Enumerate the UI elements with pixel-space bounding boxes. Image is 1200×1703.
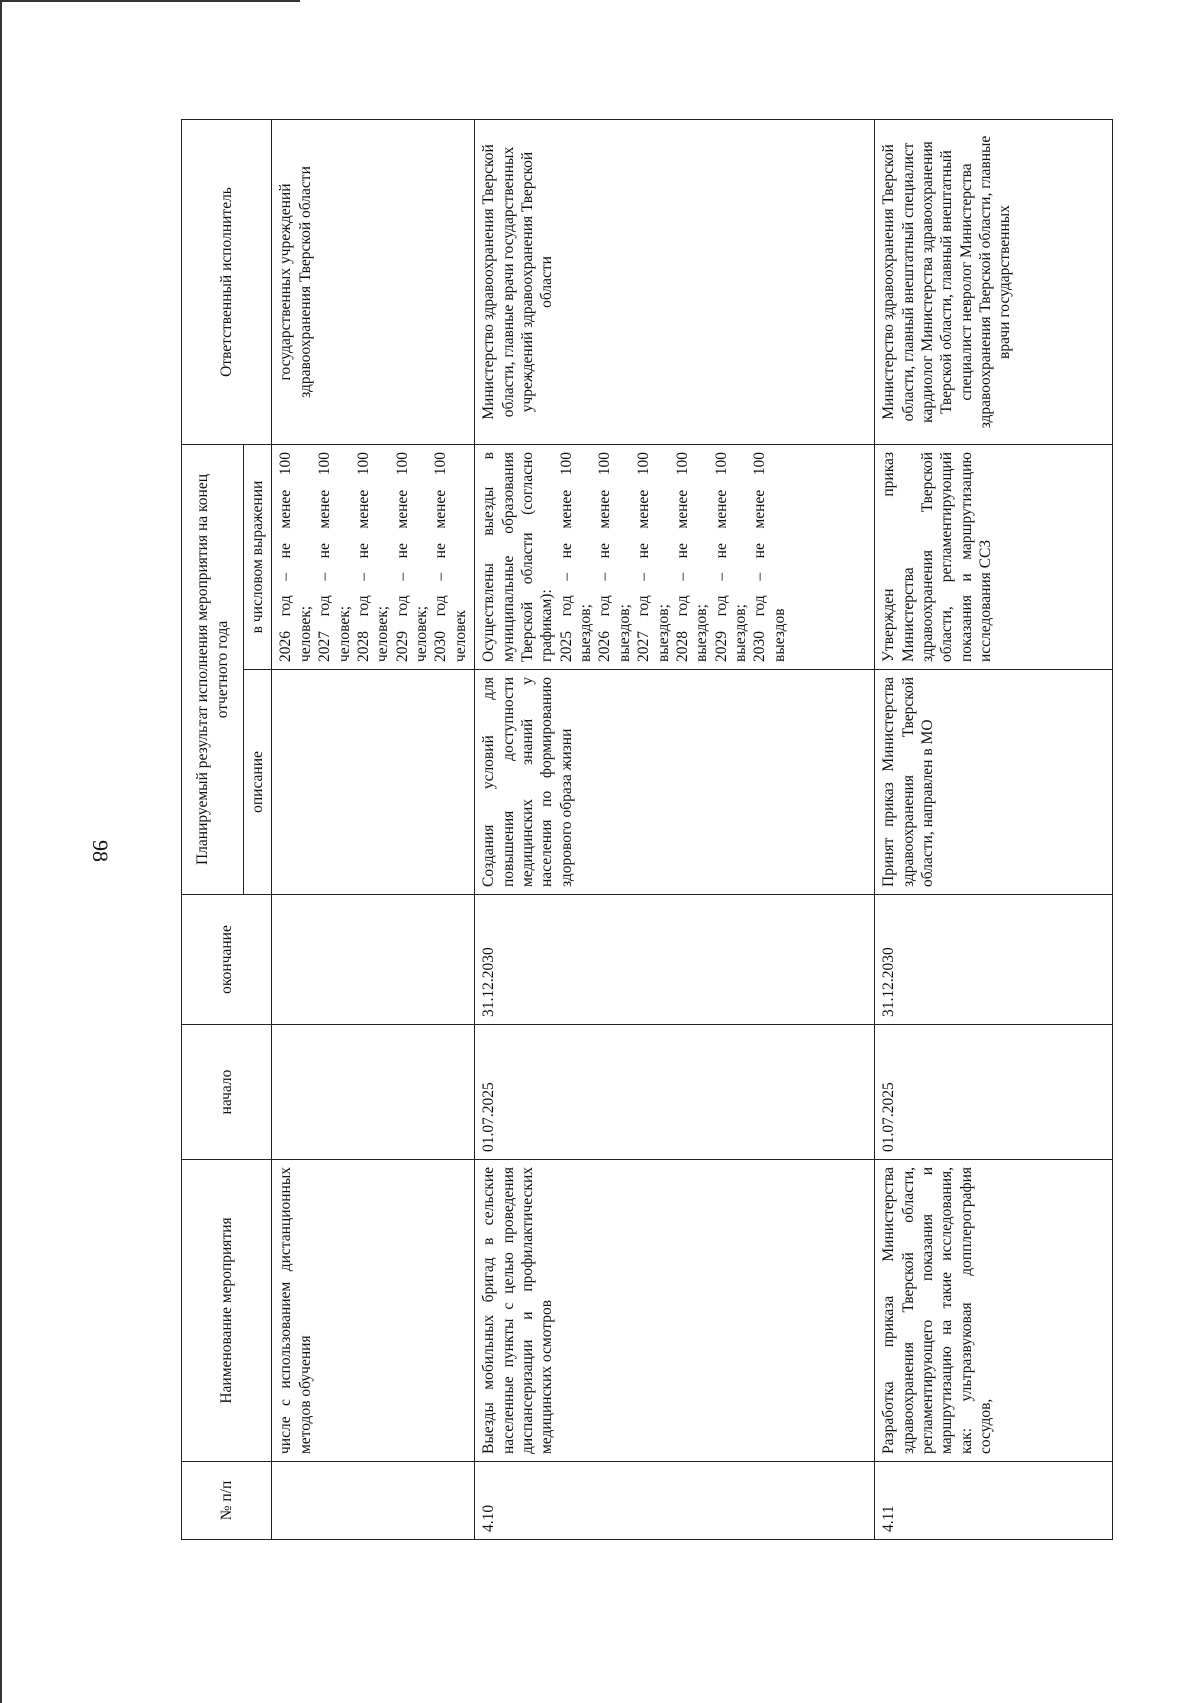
- table-row: [875, 120, 1113, 1540]
- row-start: [272, 1025, 475, 1160]
- row-numeric: [475, 445, 875, 670]
- left-edge-line: [0, 0, 2, 1703]
- row-start: 01.07.2025: [875, 1025, 1113, 1160]
- numeric-line: Осуществлены выезды в муниципальные образования Тверской области (согласно графикам):: [480, 452, 556, 662]
- header-description: описание: [244, 670, 272, 895]
- numeric-line: 2029 год – не менее 100 выездов;: [712, 452, 749, 662]
- header-name: Наименование мероприятия: [182, 1160, 272, 1462]
- numeric-line: 2027 год – не менее 100 человек;: [316, 452, 353, 662]
- numeric-line: 2028 год – не менее 100 человек;: [354, 452, 392, 662]
- numeric-line: 2030 год – не менее 100 человек: [432, 452, 469, 662]
- header-result: Планируемый результат исполнения мероприятия на конец отчетного года: [182, 445, 244, 895]
- row-description: Принят приказ Министерства здравоохранения Тверской области, направлен в МО: [875, 670, 1113, 895]
- row-num: [272, 1462, 475, 1540]
- row-responsible: Министерство здравоохранения Тверской области, главный внештатный специалист кардиолог Министерства здравоохранения Тверской области, главный внештатный специалист невролог Министерства здравоохранения Тверской области, главные врачи государственных: [875, 120, 1113, 445]
- row-name: Выезды мобильных бригад в сельские населенные пункты с целью проведения диспансеризации и профилактических медицинских осмотров: [475, 1160, 875, 1462]
- header-end: окончание: [182, 895, 272, 1025]
- row-start: 01.07.2025: [475, 1025, 875, 1160]
- activities-table: [181, 119, 1113, 1540]
- row-responsible: Министерство здравоохранения Тверской области, главные врачи государственных учреждений здравоохранения Тверской области: [475, 120, 875, 445]
- row-numeric: [875, 445, 1113, 670]
- row-description: Создания условий для повышения доступности медицинских знаний у населения по формированию здорового образа жизни: [475, 670, 875, 895]
- numeric-line: Утвержден приказ Министерства здравоохранения Тверской области, регламентирующий показания и маршрутизацию исследования ССЗ: [880, 452, 994, 662]
- header-row-1: [182, 120, 244, 1540]
- row-num: 4.10: [475, 1462, 875, 1540]
- row-description: [272, 670, 475, 895]
- top-edge-line: [0, 0, 300, 2]
- header-num: № п/п: [182, 1462, 272, 1540]
- row-end: [272, 895, 475, 1025]
- numeric-line: 2028 год – не менее 100 выездов;: [673, 452, 711, 662]
- row-end: 31.12.2030: [475, 895, 875, 1025]
- row-name: Разработка приказа Министерства здравоохранения Тверской области, регламентирующего показания и маршрутизацию на такие исследования, как: ультразвуковая допплерография сосудов,: [875, 1160, 1113, 1462]
- table-row: [272, 120, 475, 1540]
- page-number: 98: [88, 840, 113, 862]
- row-end: 31.12.2030: [875, 895, 1113, 1025]
- numeric-line: 2025 год – не менее 100 выездов;: [557, 452, 594, 662]
- numeric-line: 2027 год – не менее 100 выездов;: [635, 452, 672, 662]
- table-row: [475, 120, 875, 1540]
- row-numeric: [272, 445, 475, 670]
- numeric-line: 2030 год – не менее 100 выездов: [751, 452, 788, 662]
- row-num: 4.11: [875, 1462, 1113, 1540]
- row-responsible: государственных учреждений здравоохранения Тверской области: [272, 120, 475, 445]
- header-start: начало: [182, 1025, 272, 1160]
- numeric-line: 2026 год – не менее 100 выездов;: [596, 452, 633, 662]
- header-numeric: в числовом выражении: [244, 445, 272, 670]
- rotated-table-container: [181, 120, 1101, 1540]
- header-responsible: Ответственный исполнитель: [182, 120, 272, 445]
- numeric-line: 2029 год – не менее 100 человек;: [393, 452, 430, 662]
- row-name: числе с использованием дистанционных методов обучения: [272, 1160, 475, 1462]
- numeric-line: 2026 год – не менее 100 человек;: [277, 452, 314, 662]
